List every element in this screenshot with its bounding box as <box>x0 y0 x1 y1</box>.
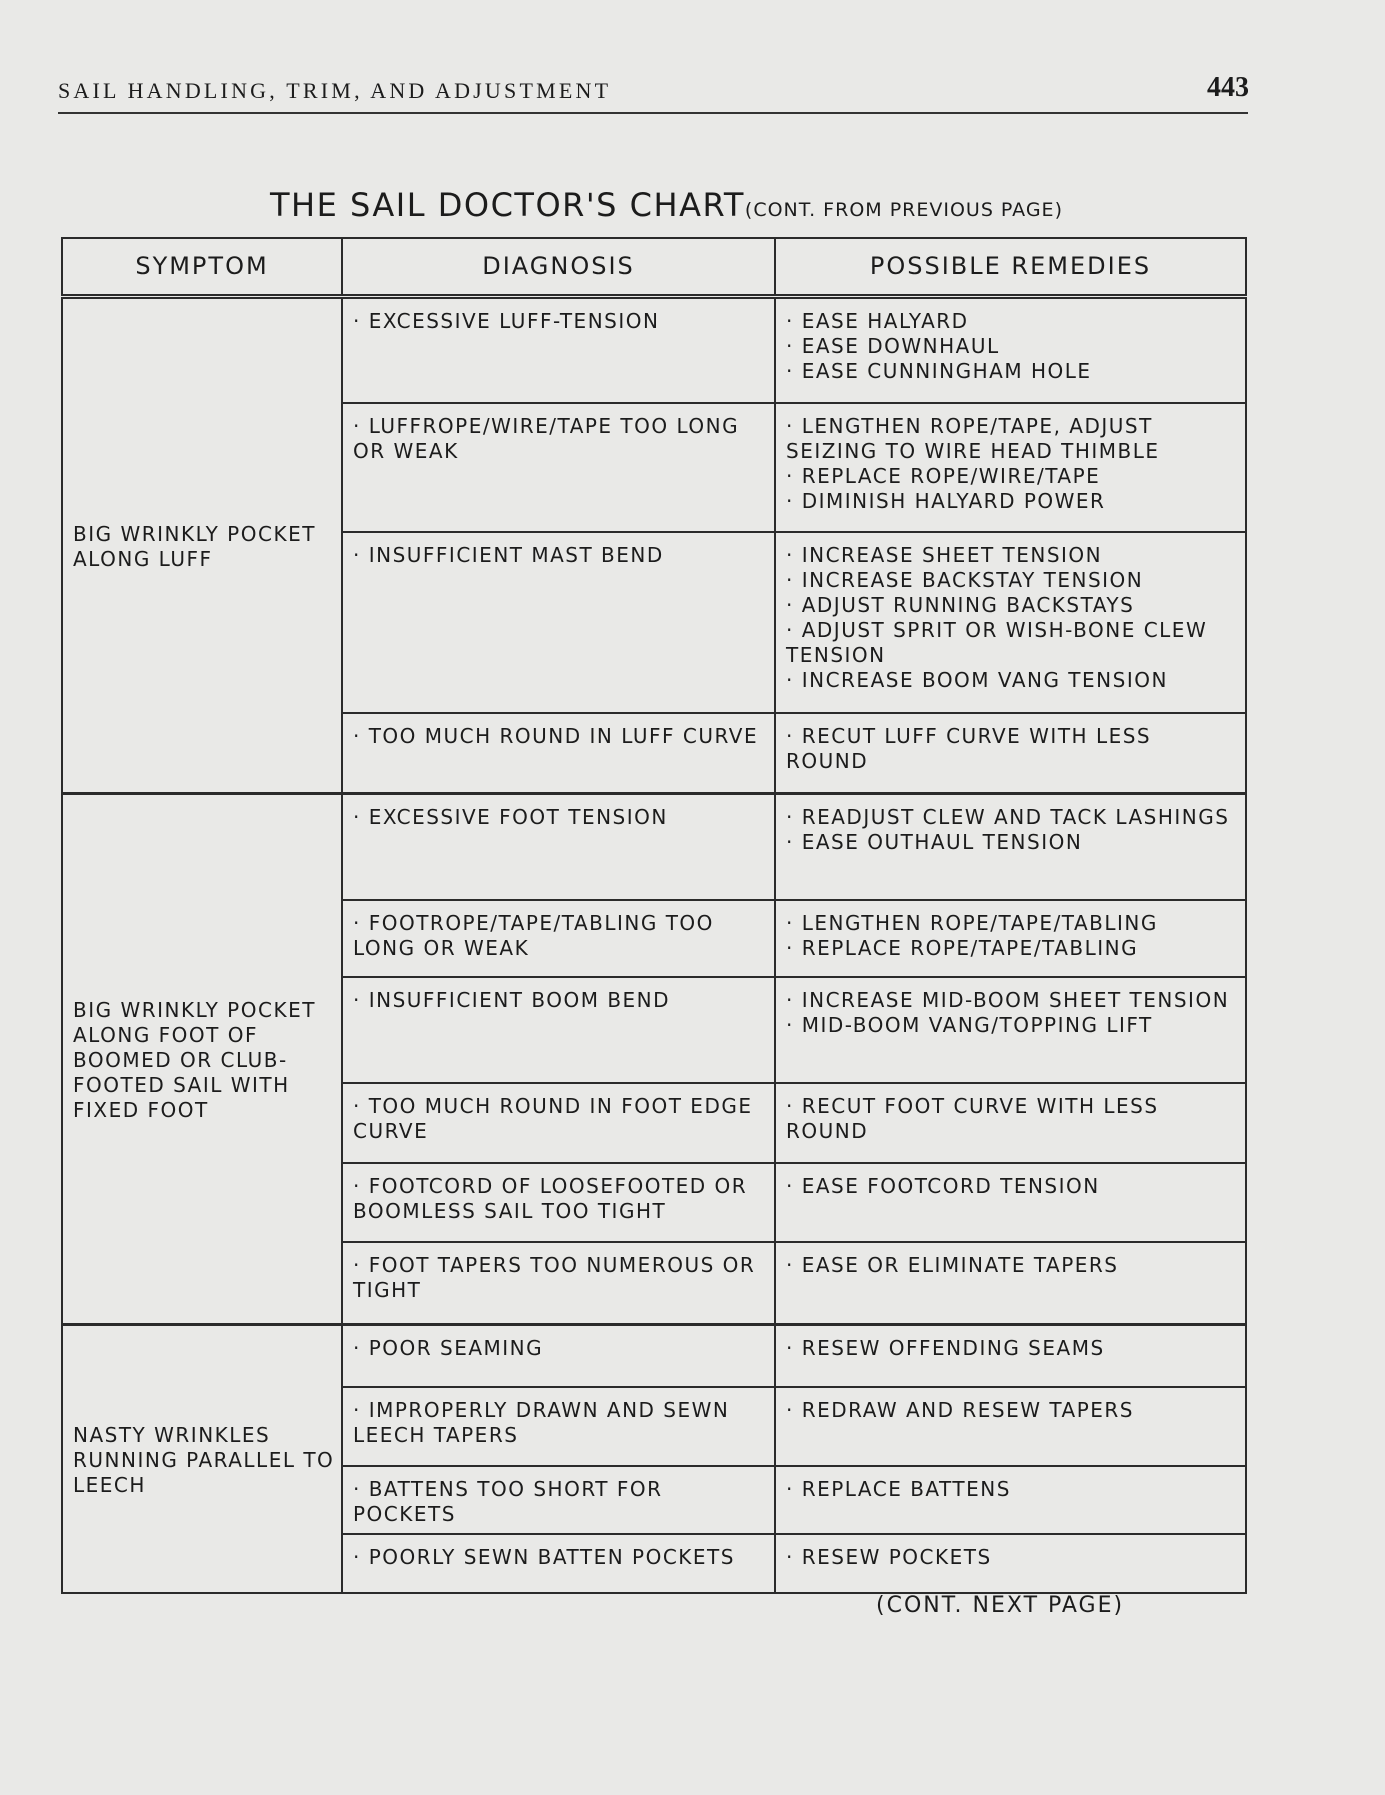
remedy-item: · INCREASE SHEET TENSION <box>786 543 1103 567</box>
remedy-item: · EASE HALYARD <box>786 308 969 333</box>
continued-note: (CONT. NEXT PAGE) <box>876 1593 1125 1618</box>
remedy-item: · RESEW POCKETS <box>786 1545 992 1569</box>
diagnosis-cell: · POOR SEAMING <box>342 1324 775 1387</box>
remedies-cell <box>775 1534 1246 1593</box>
remedy-item: · REPLACE ROPE/TAPE/TABLING <box>786 936 1139 960</box>
remedies-cell <box>775 1466 1246 1534</box>
remedies-cell <box>775 1324 1246 1387</box>
remedy-item: · INCREASE BACKSTAY TENSION <box>786 568 1144 592</box>
remedy-item: · EASE OUTHAUL TENSION <box>786 829 1083 854</box>
diagnosis-cell: · POORLY SEWN BATTEN POCKETS <box>342 1534 775 1593</box>
remedies-cell <box>775 1083 1246 1163</box>
remedy-item: · RECUT FOOT CURVE WITH LESS ROUND <box>786 1094 1159 1143</box>
remedies-cell <box>775 900 1246 977</box>
table-row <box>62 296 1246 403</box>
remedy-item: · READJUST CLEW AND TACK LASHINGS <box>786 804 1230 829</box>
remedies-cell <box>775 713 1246 793</box>
remedies-cell <box>775 977 1246 1083</box>
column-header-remedies: POSSIBLE REMEDIES <box>775 238 1246 296</box>
remedy-item: · INCREASE MID-BOOM SHEET TENSION <box>786 988 1230 1012</box>
sail-doctor-chart <box>61 237 1247 1594</box>
remedy-item: · DIMINISH HALYARD POWER <box>786 489 1106 513</box>
remedy-item: · EASE DOWNHAUL <box>786 333 1000 358</box>
running-head: SAIL HANDLING, TRIM, AND ADJUSTMENT <box>58 78 612 103</box>
diagnosis-cell: · FOOTCORD OF LOOSEFOOTED OR BOOMLESS SAIL TOO TIGHT <box>342 1163 775 1242</box>
remedy-item: · LENGTHEN ROPE/TAPE, ADJUST SEIZING TO WIRE HEAD THIMBLE <box>786 414 1160 463</box>
remedies-cell <box>775 1242 1246 1324</box>
diagnosis-cell: · TOO MUCH ROUND IN LUFF CURVE <box>342 713 775 793</box>
remedy-item: · INCREASE BOOM VANG TENSION <box>786 668 1168 692</box>
diagnosis-cell: · FOOTROPE/TAPE/TABLING TOO LONG OR WEAK <box>342 900 775 977</box>
remedy-item: · RESEW OFFENDING SEAMS <box>786 1335 1105 1360</box>
remedy-item: · EASE OR ELIMINATE TAPERS <box>786 1253 1119 1277</box>
diagnosis-cell: · EXCESSIVE LUFF-TENSION <box>342 296 775 403</box>
remedies-cell <box>775 1163 1246 1242</box>
symptom-cell: BIG WRINKLY POCKET ALONG LUFF <box>62 296 342 793</box>
remedies-cell <box>775 403 1246 532</box>
diagnosis-cell: · INSUFFICIENT MAST BEND <box>342 532 775 713</box>
remedy-item: · ADJUST RUNNING BACKSTAYS <box>786 593 1135 617</box>
header-rule <box>58 112 1248 114</box>
remedy-item: · RECUT LUFF CURVE WITH LESS ROUND <box>786 724 1152 773</box>
diagnosis-cell: · LUFFROPE/WIRE/TAPE TOO LONG OR WEAK <box>342 403 775 532</box>
diagnosis-cell: · TOO MUCH ROUND IN FOOT EDGE CURVE <box>342 1083 775 1163</box>
remedy-item: · LENGTHEN ROPE/TAPE/TABLING <box>786 911 1158 935</box>
chart-subtitle: (CONT. FROM PREVIOUS PAGE) <box>744 199 1063 221</box>
symptom-cell: BIG WRINKLY POCKET ALONG FOOT OF BOOMED OR CLUB-FOOTED SAIL WITH FIXED FOOT <box>62 793 342 1324</box>
remedy-item: · MID-BOOM VANG/TOPPING LIFT <box>786 1013 1153 1037</box>
remedies-cell <box>775 296 1246 403</box>
column-header-diagnosis: DIAGNOSIS <box>342 238 775 296</box>
diagnosis-cell: · INSUFFICIENT BOOM BEND <box>342 977 775 1083</box>
remedies-cell <box>775 532 1246 713</box>
page-number: 443 <box>1207 72 1249 103</box>
table-row <box>62 1324 1246 1387</box>
remedy-item: · REPLACE BATTENS <box>786 1477 1011 1501</box>
remedy-item: · ADJUST SPRIT OR WISH-BONE CLEW TENSION <box>786 618 1208 667</box>
remedy-item: · REDRAW AND RESEW TAPERS <box>786 1398 1134 1422</box>
chart-header-row <box>62 238 1246 296</box>
symptom-cell: NASTY WRINKLES RUNNING PARALLEL TO LEECH <box>62 1324 342 1593</box>
remedy-item: · EASE CUNNINGHAM HOLE <box>786 358 1092 383</box>
diagnosis-cell: · EXCESSIVE FOOT TENSION <box>342 793 775 900</box>
diagnosis-cell: · FOOT TAPERS TOO NUMEROUS OR TIGHT <box>342 1242 775 1324</box>
remedy-item: · EASE FOOTCORD TENSION <box>786 1174 1100 1198</box>
remedy-item: · REPLACE ROPE/WIRE/TAPE <box>786 464 1101 488</box>
remedies-cell <box>775 1387 1246 1466</box>
table-row <box>62 793 1246 900</box>
remedies-cell <box>775 793 1246 900</box>
diagnosis-cell: · IMPROPERLY DRAWN AND SEWN LEECH TAPERS <box>342 1387 775 1466</box>
chart-title-block <box>270 186 1063 224</box>
chart-title: THE SAIL DOCTOR'S CHART <box>270 186 745 224</box>
column-header-symptom: SYMPTOM <box>62 238 342 296</box>
diagnosis-cell: · BATTENS TOO SHORT FOR POCKETS <box>342 1466 775 1534</box>
